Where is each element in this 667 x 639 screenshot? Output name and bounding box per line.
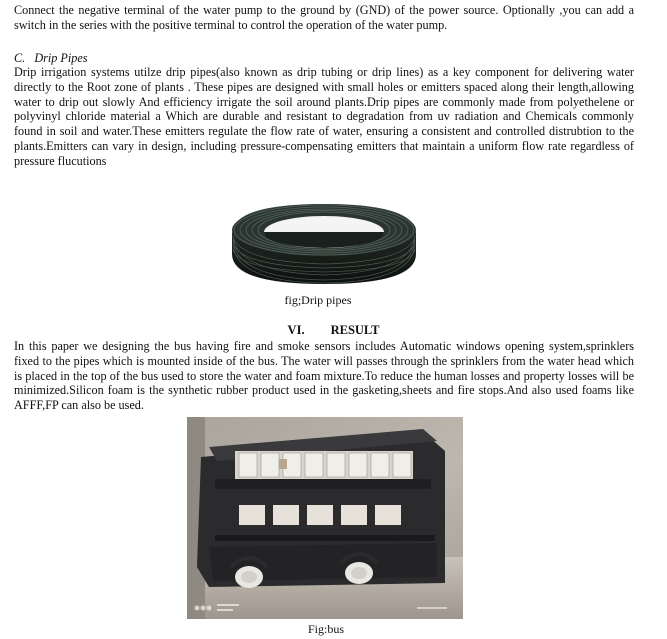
bus-caption: Fig:bus xyxy=(307,622,344,636)
bus-photo xyxy=(187,417,463,619)
drip-pipes-caption: fig;Drip pipes xyxy=(284,293,352,307)
section-heading-result xyxy=(0,323,667,338)
section-title: Drip Pipes xyxy=(34,51,88,65)
intro-paragraph: Connect the negative terminal of the water pump to the ground by (GND) of the power source. Optionally ,you can add a switch in the series with the positive terminal to control the operation of the water pump. xyxy=(14,3,634,32)
section-heading-drip-pipes xyxy=(14,51,87,66)
drip-pipes-photo xyxy=(228,200,420,288)
section-number: VI. xyxy=(287,323,305,337)
section-title: RESULT xyxy=(330,323,380,337)
result-paragraph: In this paper we designing the bus having fire and smoke sensors includes Automatic windows opening system,sprinklers fixed to the pipes which is mounted inside of the bus. The water will passes through the sprinklers from the water head which is placed in the top of the bus used to store the water and foam mixture.To reduce the human losses and property losses will be minimized.Silicon foam is the synthetic rubber product used in the gasketing,sheets and fire stops.And also used foams like AFFF,FP can also be used. xyxy=(14,339,634,413)
drip-pipes-paragraph: Drip irrigation systems utilze drip pipes(also known as drip tubing or drip lines) as a key component for delivering water directly to the Root zone of plants . These pipes are designed with small holes or emitters spaced along their length,allowing water to drip out slowly And efficiency irrigate the soil around plants.Drip pipes are commonly made from polyethelene or polyvinyl chloride material a Which are durable and resistant to degradation from uv radiation and Chemicals commonly found in soil and water.These emitters regulate the flow rate of water, ensuring a consistent and controlled distrubtion to the plants.Emitters can vary in design, including pressure-compensating emitters that maintain a uniform flow rate regardless of pressure flucutions xyxy=(14,65,634,168)
section-label: C. xyxy=(14,51,26,65)
